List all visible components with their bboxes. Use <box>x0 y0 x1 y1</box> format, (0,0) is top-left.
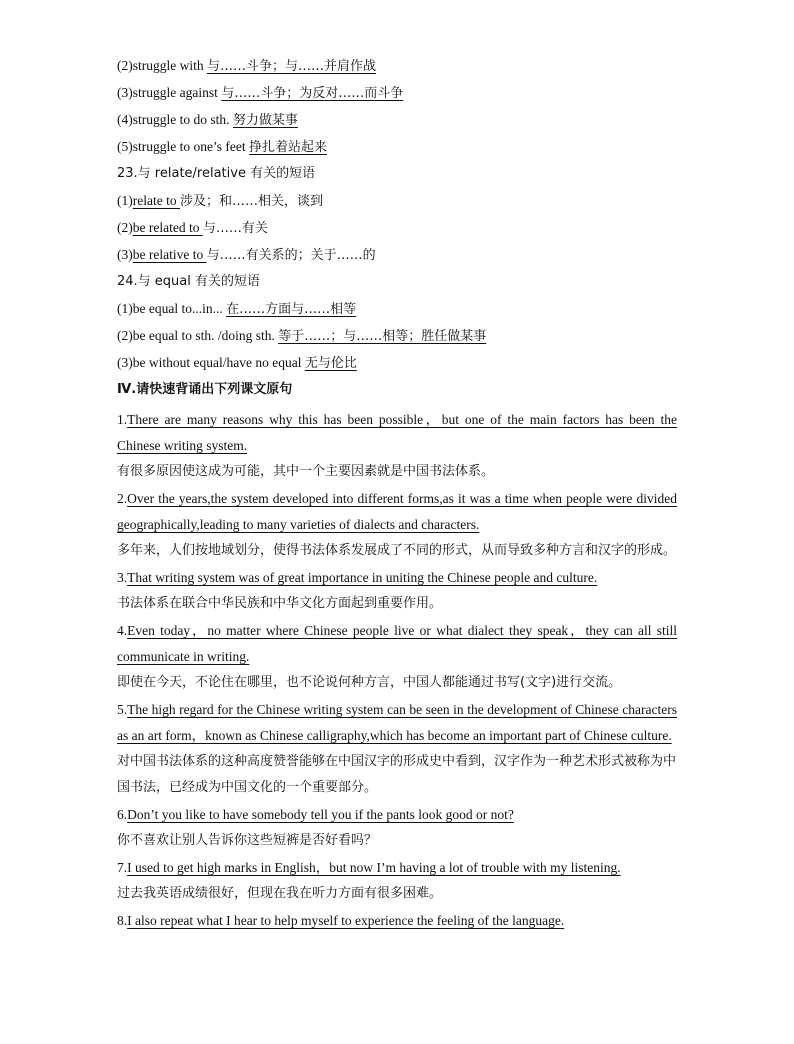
phrase-item <box>117 218 677 245</box>
phrase-english: struggle to do sth. <box>132 112 233 127</box>
section-24-title: 24.与 equal 有关的短语 <box>117 274 261 289</box>
phrase-item <box>117 83 677 110</box>
item-number: (3) <box>117 355 133 370</box>
sentence-number: 5. <box>117 702 128 717</box>
phrase-list-struggle <box>117 56 677 164</box>
sentence-item <box>117 802 677 854</box>
item-number: (2) <box>117 328 133 343</box>
sentence-translation: 对中国书法体系的这种高度赞誉能够在中国汉字的形成史中看到，汉字作为一种艺术形式被称为中国书法，已经成为中国文化的一个重要部分。 <box>117 754 677 795</box>
sentence-item <box>117 855 677 907</box>
phrase-chinese: 与……有关 <box>202 221 268 236</box>
sentence-number: 6. <box>117 807 128 822</box>
phrase-answer: 与……斗争；为反对……而斗争 <box>221 86 404 101</box>
phrase-english: struggle with <box>132 58 207 73</box>
sentence-answer: Even today，no matter where Chinese people live or what dialect they speak，they can all still communicate in writing. <box>117 623 677 664</box>
sentence-number: 3. <box>117 570 128 585</box>
sentence-answer: I also repeat what I hear to help myself to experience the feeling of the language. <box>127 913 565 928</box>
sentence-english <box>117 565 677 591</box>
item-number: (4) <box>117 112 133 127</box>
sentence-english <box>117 407 677 459</box>
sentence-item <box>117 697 677 801</box>
sentence-answer: The high regard for the Chinese writing system can be seen in the development of Chinese characters as an art form，known as Chinese calligraphy,which has become an important part of Chinese culture. <box>117 702 677 743</box>
sentence-number: 2. <box>117 491 128 506</box>
sentence-translation: 过去我英语成绩很好，但现在我在听力方面有很多困难。 <box>117 886 443 901</box>
sentence-english <box>117 802 677 828</box>
phrase-answer: 在……方面与……相等 <box>226 302 357 317</box>
item-number: (2) <box>117 58 133 73</box>
phrase-english: be equal to sth. /doing sth. <box>132 328 279 343</box>
document-page <box>117 56 677 934</box>
sentence-translation: 你不喜欢让别人告诉你这些短裤是否好看吗？ <box>117 833 378 848</box>
phrase-item <box>117 299 677 326</box>
phrase-answer: 努力做某事 <box>232 113 298 128</box>
sentence-english <box>117 486 677 538</box>
item-number: (1) <box>117 301 133 316</box>
phrase-item <box>117 353 677 380</box>
phrase-item <box>117 137 677 164</box>
sentence-number: 1. <box>117 412 128 427</box>
phrase-item <box>117 245 677 272</box>
sentence-english <box>117 618 677 670</box>
sentence-translation: 书法体系在联合中华民族和中华文化方面起到重要作用。 <box>117 596 443 611</box>
phrase-answer: be relative to <box>132 247 207 262</box>
phrase-answer: be related to <box>132 220 203 235</box>
item-number: (5) <box>117 139 133 154</box>
sentence-item <box>117 486 677 564</box>
phrase-item <box>117 191 677 218</box>
phrase-english: be equal to...in... <box>132 301 227 316</box>
phrase-chinese: 涉及；和……相关，谈到 <box>179 194 323 209</box>
sentence-english <box>117 697 677 749</box>
sentence-item <box>117 618 677 696</box>
sentence-answer: Don’t you like to have somebody tell you if the pants look good or not? <box>127 807 514 822</box>
sentence-translation: 即使在今天，不论住在哪里，也不论说何种方言，中国人都能通过书写(文字)进行交流。 <box>117 675 622 690</box>
sentence-number: 7. <box>117 860 128 875</box>
sentence-number: 4. <box>117 623 128 638</box>
phrase-english: struggle against <box>132 85 222 100</box>
sentence-answer: There are many reasons why this has been possible，but one of the main factors has been the Chinese writing system. <box>117 412 677 453</box>
sentence-answer: That writing system was of great importance in uniting the Chinese people and culture. <box>127 570 598 585</box>
phrase-english: be without equal/have no equal <box>132 355 305 370</box>
phrase-answer: 无与伦比 <box>304 356 357 371</box>
sentence-english <box>117 908 677 934</box>
sentence-item <box>117 908 677 934</box>
section-23-title: 23.与 relate/relative 有关的短语 <box>117 166 316 181</box>
phrase-chinese: 与……有关系的；关于……的 <box>206 248 376 263</box>
sentence-answer: Over the years,the system developed into different forms,as it was a time when people were divided geographically,leading to many varieties of dialects and characters. <box>117 491 677 532</box>
item-number: (2) <box>117 220 133 235</box>
phrase-answer: 等于……；与……相等；胜任做某事 <box>278 329 487 344</box>
sentence-item <box>117 407 677 485</box>
item-number: (3) <box>117 85 133 100</box>
phrase-answer: 与……斗争；与……并肩作战 <box>207 59 377 74</box>
phrase-item <box>117 326 677 353</box>
sentence-answer: I used to get high marks in English，but now I’m having a lot of trouble with my listening. <box>127 860 621 875</box>
section-iv-title: Ⅳ.请快速背诵出下列课文原句 <box>117 382 293 397</box>
sentence-item <box>117 565 677 617</box>
phrase-item <box>117 56 677 83</box>
phrase-english: struggle to one’s feet <box>132 139 249 154</box>
sentence-translation: 多年来，人们按地域划分，使得书法体系发展成了不同的形式，从而导致多种方言和汉字的形成。 <box>117 543 677 558</box>
sentence-number: 8. <box>117 913 128 928</box>
phrase-item <box>117 110 677 137</box>
item-number: (3) <box>117 247 133 262</box>
phrase-answer: 挣扎着站起来 <box>248 140 327 155</box>
sentence-translation: 有很多原因使这成为可能，其中一个主要因素就是中国书法体系。 <box>117 464 495 479</box>
phrase-answer: relate to <box>132 193 180 208</box>
sentence-english <box>117 855 677 881</box>
item-number: (1) <box>117 193 133 208</box>
